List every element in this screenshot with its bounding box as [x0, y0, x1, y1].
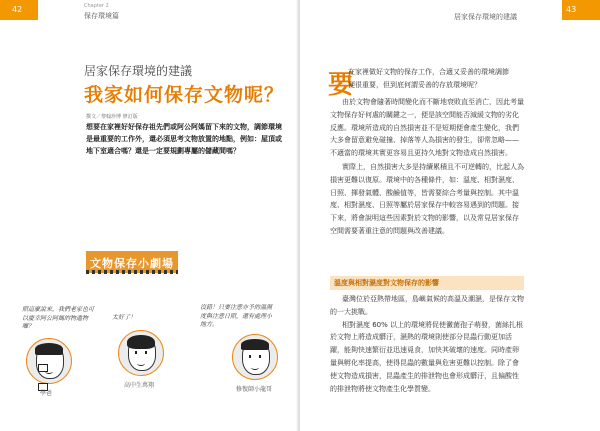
paragraph-2: 由於文物會隨著時間變化而不斷地衰敗直至消亡，因此考量文物保存好何處的關鍵之一，便是該空間能否減緩文物的劣化反應。環境所造成的自然損害並不是短期便會產生變化，我們大多會留意避免碰撞、掉落等人為損害的發生，卻常忽略——不適當的環境其實更容易且更持久地對文物造成自然損害。 [330, 98, 524, 158]
eye-icon [249, 355, 251, 358]
article-title: 我家如何保存文物呢？ [84, 84, 285, 106]
section-label: 保存環境篇 [84, 12, 119, 20]
drama-label: 文物保存小劇場 [90, 257, 174, 270]
hair-icon [241, 339, 269, 350]
speech-bubble-2: 太好了！ [112, 314, 137, 321]
mouth-icon [251, 365, 259, 370]
lead-paragraph: 想要在家裡好好保存祖先們或阿公阿媽留下來的文物，調節環境是最重要的工作外，還必須思考文物放置的地點，例如：屋頂或地下室適合嗎？還是一定要規劃專屬的儲藏間嗎？ [86, 123, 282, 155]
body-column [330, 96, 524, 238]
running-header: 居家保存環境的建議 [454, 13, 517, 21]
speech-bubble-3: 沒錯！只要注意亦予的溫濕度與注意日照，還有處理小地方。 [200, 304, 273, 328]
eye-icon [145, 351, 147, 354]
left-page [0, 0, 298, 431]
speech-bubble-1: 照這麼說來，我們老家也可以慶幸阿公阿媽的物遺物囉？ [22, 306, 95, 330]
avatar-student [118, 330, 164, 376]
mouth-icon [137, 361, 145, 366]
section-subhead-box [330, 276, 524, 290]
paragraph-5: 相對濕度 60% 以上的環境將促使黴菌孢子萌發，菌絲扎根於文物上將造成髒汙，濕熱的環境則使部分昆蟲行動更加活躍，能夠快速繁衍並迅速覓食，加快其破壞的速度。同時產卵量與孵化率提高，使得昆蟲的數量與危害更難以控制。除了會使文物造成損害，昆蟲產生的排泄物也會形成髒汙，且偏酸性的排泄物將使文物產生化學質變。 [330, 320, 524, 393]
drop-cap: 要 [328, 70, 355, 100]
section-subhead: 溫度與相對濕度對文物保存的影響 [334, 279, 439, 287]
glasses-icon [38, 357, 60, 364]
page-number-right: 43 [566, 5, 577, 14]
article-kicker: 居家保存環境的建議 [84, 64, 193, 78]
author-credit: 撰文／黎翰珍博 修訂版 [86, 114, 138, 120]
avatar-restorer [232, 334, 278, 380]
paragraph-4: 臺灣位於亞熱帶地區，島嶼氣候的高溫及潮濕，是保存文物的一大挑戰。 [330, 295, 524, 316]
caption-restorer: 修復師小龍哥 [236, 386, 273, 393]
chapter-label: Chapter 2 [84, 3, 109, 9]
page-number-left: 42 [12, 5, 23, 14]
eye-icon [259, 355, 261, 358]
paragraph-3: 實際上，自然損害大多是持續累積且不可逆轉的，比起人為損害更難以復原。環境中的各種條件，如：溫度、相對濕度、日照、揮發氣體、酸鹼值等，皆需要綜合考量與控制。其中溫度、相對濕度、日照等屬於居家保存中較容易遇到的問題。接下來，將會說明這些因素對於文物的影響，以及常見居家保存空間需要著重注意的問題與改善建議。 [330, 162, 524, 235]
page-number-tab-left [0, 0, 38, 20]
avatar-dad [26, 338, 72, 384]
paragraph-1: 在家裡做好文物的保存工作，合適又妥善的環境調節便很重要，但到底何謂妥善的存放環境呢？ [348, 68, 509, 89]
body-column-2 [330, 293, 524, 395]
hair-icon [127, 335, 155, 349]
caption-dad: 學爸 [40, 390, 53, 397]
mouth-icon [45, 369, 53, 374]
eye-icon [135, 351, 137, 354]
caption-student: 高中生萬翔 [124, 382, 155, 389]
hair-icon [35, 343, 63, 355]
dotted-divider [86, 270, 178, 274]
